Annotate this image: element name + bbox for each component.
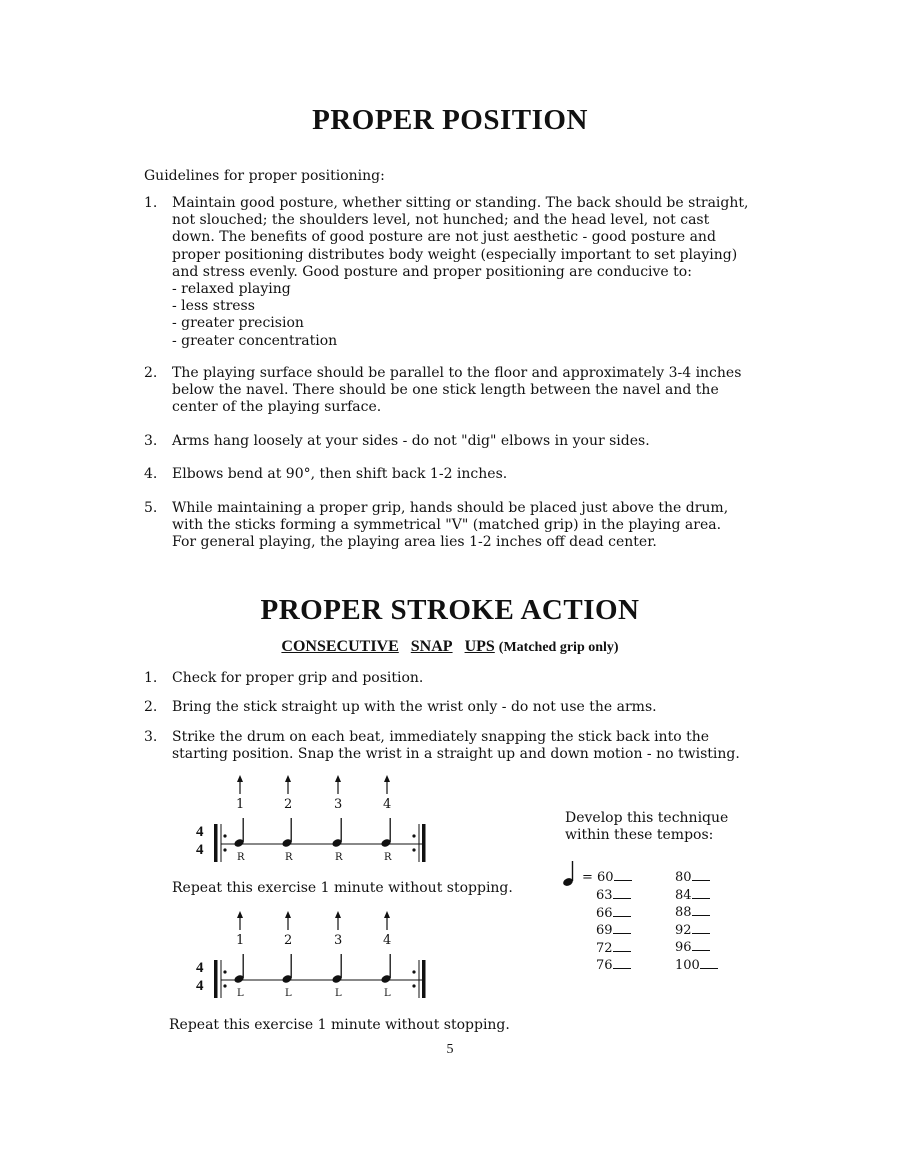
position-item-line: - greater precision xyxy=(172,315,304,332)
beat-count: 1 xyxy=(236,797,245,812)
exercise-2-caption: Repeat this exercise 1 minute without stopping. xyxy=(169,1017,510,1033)
tempo-60 xyxy=(582,870,632,885)
position-item-line: not slouched; the shoulders level, not hunched; and the head level, not cast xyxy=(172,212,710,229)
stroke-item-number: 2. xyxy=(144,699,158,715)
tempo-blank xyxy=(692,905,710,916)
repeat-dot xyxy=(223,984,226,987)
tempo-blank xyxy=(614,870,632,881)
tempo-value xyxy=(596,923,631,938)
subheading-note: (Matched grip only) xyxy=(498,640,619,655)
repeat-dot xyxy=(223,834,226,837)
beat-count: 3 xyxy=(334,797,343,812)
sticking-label: R xyxy=(285,852,293,863)
arrow-head-icon xyxy=(285,775,291,782)
stroke-item-line: Check for proper grip and position. xyxy=(172,670,424,686)
quarter-note-icon xyxy=(562,860,578,892)
position-item-line: For general playing, the playing area lies 1-2 inches off dead center. xyxy=(172,534,657,551)
tempo-heading-2: within these tempos: xyxy=(565,827,714,843)
tempo-blank xyxy=(613,906,631,917)
arrow-head-icon xyxy=(335,911,341,918)
sticking-label: R xyxy=(384,852,392,863)
subheading-word: SNAP xyxy=(410,638,453,655)
position-item-number: 4. xyxy=(144,466,158,482)
exercise-2 xyxy=(190,910,440,1002)
arrow-head-icon xyxy=(335,775,341,782)
sticking-label: L xyxy=(285,988,292,999)
sticking-label: R xyxy=(237,852,245,863)
tempo-number: 72 xyxy=(596,940,613,956)
repeat-end-thick-bar xyxy=(422,960,426,998)
position-item-line: and stress evenly. Good posture and proper positioning are conducive to: xyxy=(172,263,692,280)
time-signature-bottom: 4 xyxy=(196,978,204,994)
stroke-item-number: 1. xyxy=(144,670,158,686)
tempo-value xyxy=(596,906,631,921)
position-item-line: below the navel. There should be one stick length between the navel and the xyxy=(172,382,719,399)
tempo-value xyxy=(596,941,631,956)
beat-count: 4 xyxy=(383,797,392,812)
tempo-blank xyxy=(613,923,631,934)
position-item-number: 3. xyxy=(144,433,158,449)
tempo-value xyxy=(675,888,710,903)
tempo-number: 92 xyxy=(675,922,692,938)
tempo-first-value: = 60 xyxy=(582,870,614,885)
position-item-line: Elbows bend at 90°, then shift back 1-2 inches. xyxy=(172,466,508,482)
position-item-line: center of the playing surface. xyxy=(172,399,382,416)
arrow-head-icon xyxy=(384,775,390,782)
repeat-dot xyxy=(412,970,415,973)
stroke-item-number: 3. xyxy=(144,729,158,745)
exercise-1 xyxy=(190,774,440,866)
arrow-head-icon xyxy=(237,911,243,918)
beat-count: 3 xyxy=(334,933,343,948)
tempo-value xyxy=(675,940,710,955)
position-item-line: with the sticks forming a symmetrical "V" (matched grip) in the playing area. xyxy=(172,517,722,534)
page-number: 5 xyxy=(446,1042,454,1057)
beat-count: 4 xyxy=(383,933,392,948)
repeat-dot xyxy=(412,848,415,851)
position-item-line: Arms hang loosely at your sides - do not "dig" elbows in your sides. xyxy=(172,433,650,449)
tempo-value xyxy=(675,870,710,885)
tempo-value xyxy=(675,958,718,973)
tempo-blank xyxy=(692,888,710,899)
arrow-head-icon xyxy=(237,775,243,782)
tempo-number: 66 xyxy=(596,905,613,921)
tempo-value xyxy=(596,958,631,973)
position-item-line: - less stress xyxy=(172,298,255,315)
sticking-label: R xyxy=(335,852,343,863)
repeat-dot xyxy=(412,984,415,987)
stroke-item-line: Bring the stick straight up with the wrist only - do not use the arms. xyxy=(172,699,657,715)
time-signature-top: 4 xyxy=(196,824,204,840)
position-item-line: Maintain good posture, whether sitting or standing. The back should be straight, xyxy=(172,195,749,211)
repeat-dot xyxy=(223,848,226,851)
beat-count: 2 xyxy=(284,933,293,948)
tempo-number: 69 xyxy=(596,923,613,939)
tempo-number: 100 xyxy=(675,958,700,973)
tempo-value xyxy=(675,905,710,920)
sticking-label: L xyxy=(237,988,244,999)
tempo-blank xyxy=(692,923,710,934)
exercise-1-caption: Repeat this exercise 1 minute without stopping. xyxy=(172,880,513,896)
tempo-blank xyxy=(613,888,631,899)
tempo-number: 76 xyxy=(596,958,613,974)
tempo-heading-1: Develop this technique xyxy=(565,810,729,826)
beat-count: 2 xyxy=(284,797,293,812)
repeat-dot xyxy=(223,970,226,973)
tempo-blank xyxy=(613,958,631,969)
arrow-head-icon xyxy=(285,911,291,918)
tempo-number: 84 xyxy=(675,887,692,903)
sticking-label: L xyxy=(384,988,391,999)
position-item-line: - relaxed playing xyxy=(172,281,291,297)
repeat-end-thick-bar xyxy=(422,824,426,862)
position-item-number: 2. xyxy=(144,365,158,381)
position-item-line: While maintaining a proper grip, hands should be placed just above the drum, xyxy=(172,500,729,516)
tempo-blank xyxy=(692,940,710,951)
tempo-value xyxy=(596,888,631,903)
tempo-number: 88 xyxy=(675,905,692,921)
repeat-dot xyxy=(412,834,415,837)
position-item-line: down. The benefits of good posture are not just aesthetic - good posture and xyxy=(172,229,716,246)
repeat-start-thick-bar xyxy=(214,960,218,998)
position-item-number: 1. xyxy=(144,195,158,211)
section-title: PROPER STROKE ACTION xyxy=(260,594,640,626)
arrow-head-icon xyxy=(384,911,390,918)
subheading-word: UPS xyxy=(464,638,495,655)
tempo-blank xyxy=(692,870,710,881)
position-item-number: 5. xyxy=(144,500,158,516)
tempo-number: 80 xyxy=(675,870,692,885)
tempo-value xyxy=(675,923,710,938)
exercise-1-notation xyxy=(190,774,440,866)
position-item-line: - greater concentration xyxy=(172,332,338,349)
repeat-start-thick-bar xyxy=(214,824,218,862)
beat-count: 1 xyxy=(236,933,245,948)
subheading-word: CONSECUTIVE xyxy=(281,638,399,655)
page-title: PROPER POSITION xyxy=(312,104,588,136)
tempo-blank xyxy=(700,958,718,969)
exercise-2-notation xyxy=(190,910,440,1002)
tempo-number: 63 xyxy=(596,888,613,903)
subheading xyxy=(0,638,900,656)
stroke-item-line: starting position. Snap the wrist in a straight up and down motion - no twisting. xyxy=(172,746,740,763)
intro-text: Guidelines for proper positioning: xyxy=(144,168,385,184)
tempo-blank xyxy=(613,941,631,952)
sticking-label: L xyxy=(335,988,342,999)
position-item-line: The playing surface should be parallel to the floor and approximately 3-4 inches xyxy=(172,365,742,381)
tempo-number: 96 xyxy=(675,940,692,956)
time-signature-top: 4 xyxy=(196,960,204,976)
time-signature-bottom: 4 xyxy=(196,842,204,858)
position-item-line: proper positioning distributes body weight (especially important to set playing) xyxy=(172,246,738,263)
stroke-item-line: Strike the drum on each beat, immediately snapping the stick back into the xyxy=(172,729,710,745)
